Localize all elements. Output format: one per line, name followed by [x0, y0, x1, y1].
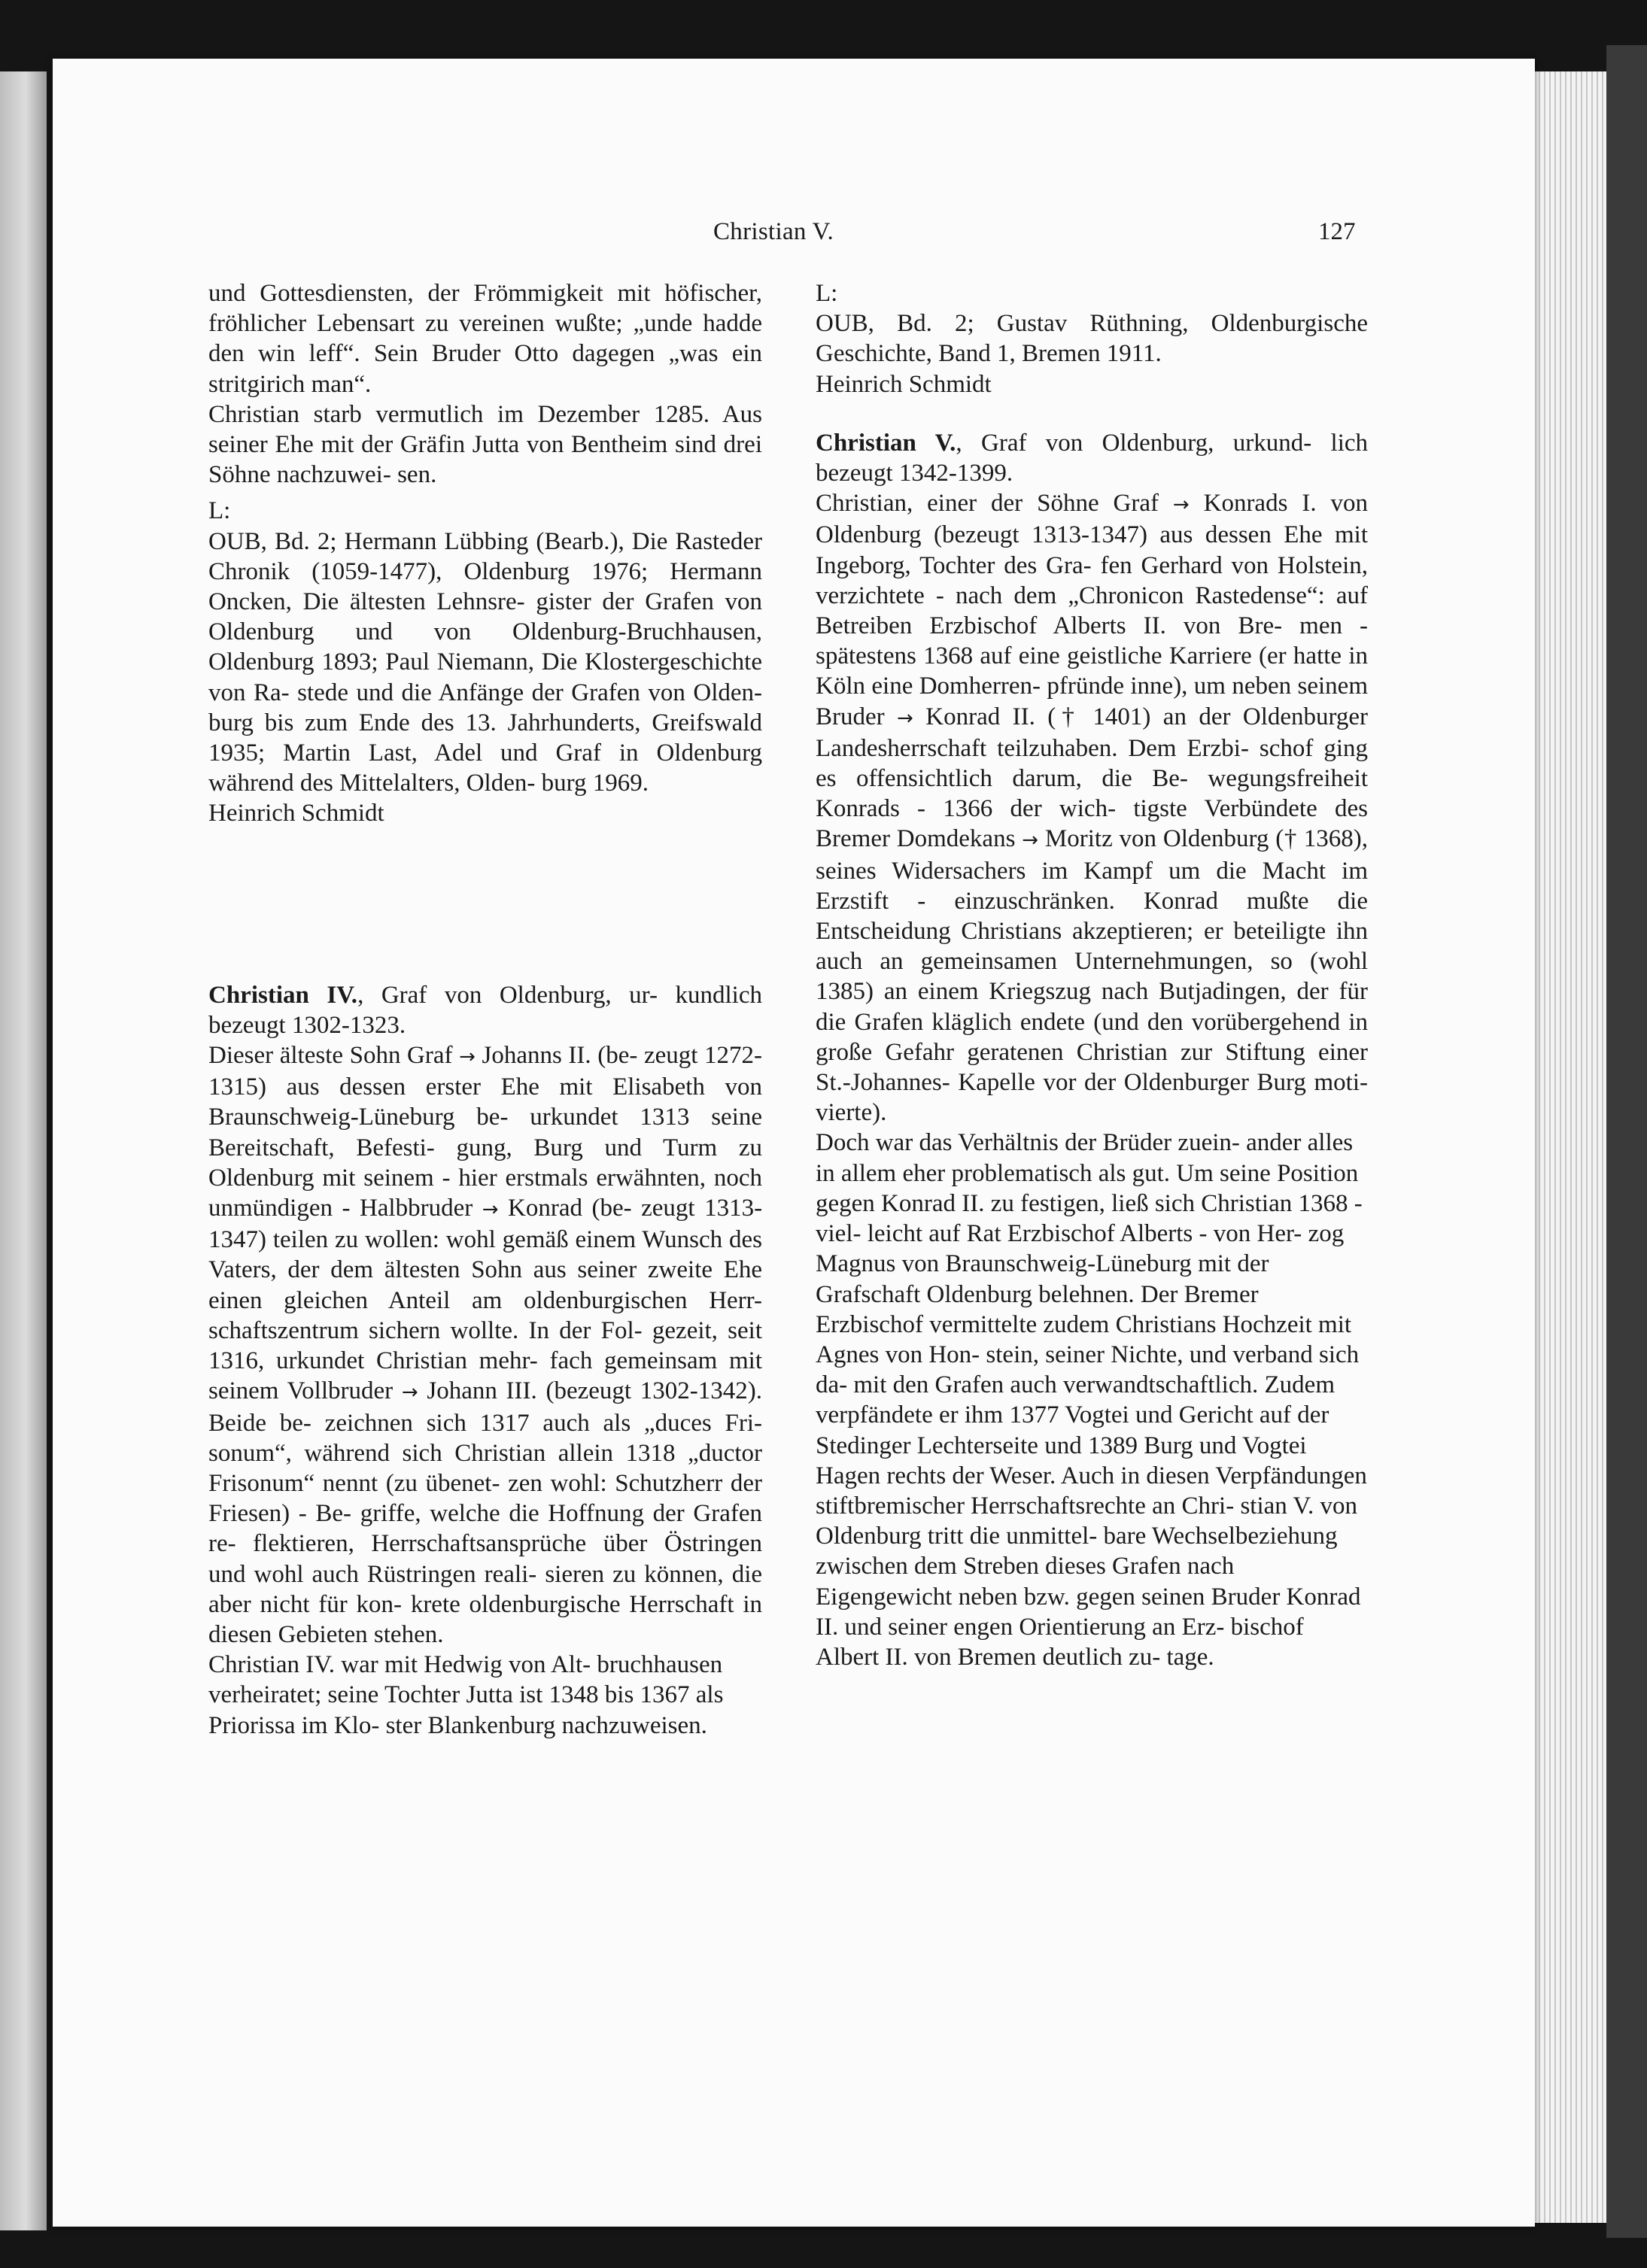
continued-paragraph-2: Christian starb vermutlich im Dezember 1285. Aus seiner Ehe mit der Gräfin Jutta von Bentheim sind drei Söhne nachzuwei- sen.	[208, 400, 763, 489]
literature-label: L:	[208, 497, 231, 525]
death-cross-icon: †	[1056, 703, 1081, 730]
cross-reference-arrow-icon: →	[401, 1381, 418, 1404]
entry-lemma: Christian IV.	[208, 981, 358, 1009]
page-number: 127	[1318, 218, 1356, 245]
author-signature: Heinrich Schmidt	[816, 370, 992, 398]
entry-heading-christian-v: Christian V., Graf von Oldenburg, urkund- lich bezeugt 1342-1399.	[816, 429, 1369, 487]
left-column	[208, 278, 762, 1741]
running-head: Christian V.	[713, 218, 834, 245]
cross-reference-arrow-icon: →	[459, 1046, 476, 1069]
page-block-edges	[1535, 71, 1606, 2223]
literature-label: L:	[816, 280, 838, 307]
literature-list: OUB, Bd. 2; Gustav Rüthning, Oldenburgische Geschichte, Band 1, Bremen 1911.	[816, 310, 1368, 368]
entry-paragraph-2: Christian IV. war mit Hedwig von Alt- bruchhausen verheiratet; seine Tochter Jutta ist 1348 bis 1367 als Priorissa im Klo- ster Blankenburg nachzuweisen.	[208, 1651, 724, 1739]
death-cross-icon: †	[1284, 825, 1297, 853]
previous-page-edge	[0, 71, 47, 2230]
cross-reference-arrow-icon: →	[482, 1198, 499, 1222]
literature-list: OUB, Bd. 2; Hermann Lübbing (Bearb.), Die Rasteder Chronik (1059-1477), Oldenburg 1976; Hermann Oncken, Die ältesten Lehnsre- gister der Grafen von Oldenburg und von Oldenburg-Bruchhausen, Oldenburg 1893; Paul Niemann, Die Klostergeschichte von Ra- stede und die Anfänge der Grafen von Olden- burg bis zum Ende des 13. Jahrhunderts, Greifswald 1935; Martin Last, Adel und Graf in Oldenburg während des Mittelalters, Olden- burg 1969.	[208, 527, 763, 797]
entry-lemma: Christian V.	[816, 429, 956, 457]
book-cover-edge	[1606, 45, 1647, 2238]
entry-paragraph-2: Doch war das Verhältnis der Brüder zuein- ander alles in allem eher problematisch als gut. Um seine Position gegen Konrad II. zu festigen, ließ sich Christian 1368 - viel- leicht auf Rat Erzbischof Alberts - von Her- zog Magnus von Braunschweig-Lüneburg mit der Grafschaft Oldenburg belehnen. Der Bremer Erzbischof vermittelte zudem Christians Hochzeit mit Agnes von Hon- stein, seiner Nichte, und verband sich da- mit den Grafen auch verwandtschaftlich. Zudem verpfändete er ihm 1377 Vogtei und Gericht auf der Stedinger Lechterseite und 1389 Burg und Vogtei Hagen rechts der Weser. Auch in diesen Verpfändungen stiftbremischer Herrschaftsrechte an Chri- stian V. von Oldenburg tritt die unmittel- bare Wechselbeziehung zwischen dem Streben dieses Grafen nach Eigengewicht neben bzw. gegen seinen Bruder Konrad II. und seiner engen Orientierung an Erz- bischof Albert II. von Bremen deutlich zu- tage.	[816, 1129, 1367, 1671]
entry-paragraph-1: Christian, einer der Söhne Graf → Konrads I. von Oldenburg (bezeugt 1313-1347) aus dessen Ehe mit Ingeborg, Tochter des Gra- fen Gerhard von Holstein, verzichtete - nach dem „Chronicon Rastedense“: auf Betreiben Erzbischof Alberts II. von Bre- men - spätestens 1368 auf eine geistliche Karriere (er hatte in Köln eine Domherren- pfründe inne), um neben seinem Bruder → Konrad II. († 1401) an der Oldenburger Landesherrschaft teilzuhaben. Dem Erzbi- schof ging es offensichtlich darum, die Be- wegungsfreiheit Konrads - 1366 der wich- tigste Verbündete des Bremer Domdekans → Moritz von Oldenburg († 1368), seines Widersachers im Kampf um die Macht im Erzstift - einzuschränken. Konrad mußte die Entscheidung Christians akzeptieren; er beteiligte ihn auch an gemeinsamen Unternehmungen, so (wohl 1385) an einem Kriegszug nach Butjadingen, der für die Grafen kläglich endete (und den vorübergehend in große Gefahr geratenen Christian zur Stiftung einer St.-Johannes- Kapelle vor der Oldenburger Burg moti- vierte).	[816, 490, 1369, 1127]
continued-paragraph-1: und Gottesdiensten, der Frömmigkeit mit höfischer, fröhlicher Lebensart zu vereinen wußte; „unde hadde den win leff“. Sein Bruder Otto dagegen „was ein stritgirich man“.	[208, 280, 763, 398]
cross-reference-arrow-icon: →	[1172, 493, 1190, 517]
cross-reference-arrow-icon: →	[897, 706, 913, 730]
cross-reference-arrow-icon: →	[1022, 829, 1039, 852]
entry-heading-christian-iv: Christian IV., Graf von Oldenburg, ur- kundlich bezeugt 1302-1323.	[208, 981, 762, 1039]
author-signature: Heinrich Schmidt	[208, 800, 384, 827]
right-column	[816, 278, 1368, 1672]
entry-paragraph-1: Dieser älteste Sohn Graf → Johanns II. (be- zeugt 1272-1315) aus dessen erster Ehe mit Elisabeth von Braunschweig-Lüneburg be- urkundet 1313 seine Bereitschaft, Befesti- gung, Burg und Turm zu Oldenburg mit seinem - hier erstmals erwähnten, noch unmündigen - Halbbruder → Konrad (be- zeugt 1313-1347) teilen zu wollen: wohl gemäß einem Wunsch des Vaters, der dem ältesten Sohn aus seiner zweite Ehe einen gleichen Anteil am oldenburgischen Herr- schaftszentrum sichern wollte. In der Fol- gezeit, seit 1316, urkundet Christian mehr- fach gemeinsam mit seinem Vollbruder → Johann III. (bezeugt 1302-1342). Beide be- zeichnen sich 1317 auch als „duces Fri- sonum“, während sich Christian allein 1318 „ductor Frisonum“ nennt (zu übenet- zen wohl: Schutzherr der Friesen) - Be- griffe, welche die Hoffnung der Grafen re- flektieren, Herrschaftsansprüche über Östringen und wohl auch Rüstringen reali- sieren zu können, die aber nicht für kon- krete oldenburgische Herrschaft in diesen Gebieten stehen.	[208, 1042, 763, 1648]
